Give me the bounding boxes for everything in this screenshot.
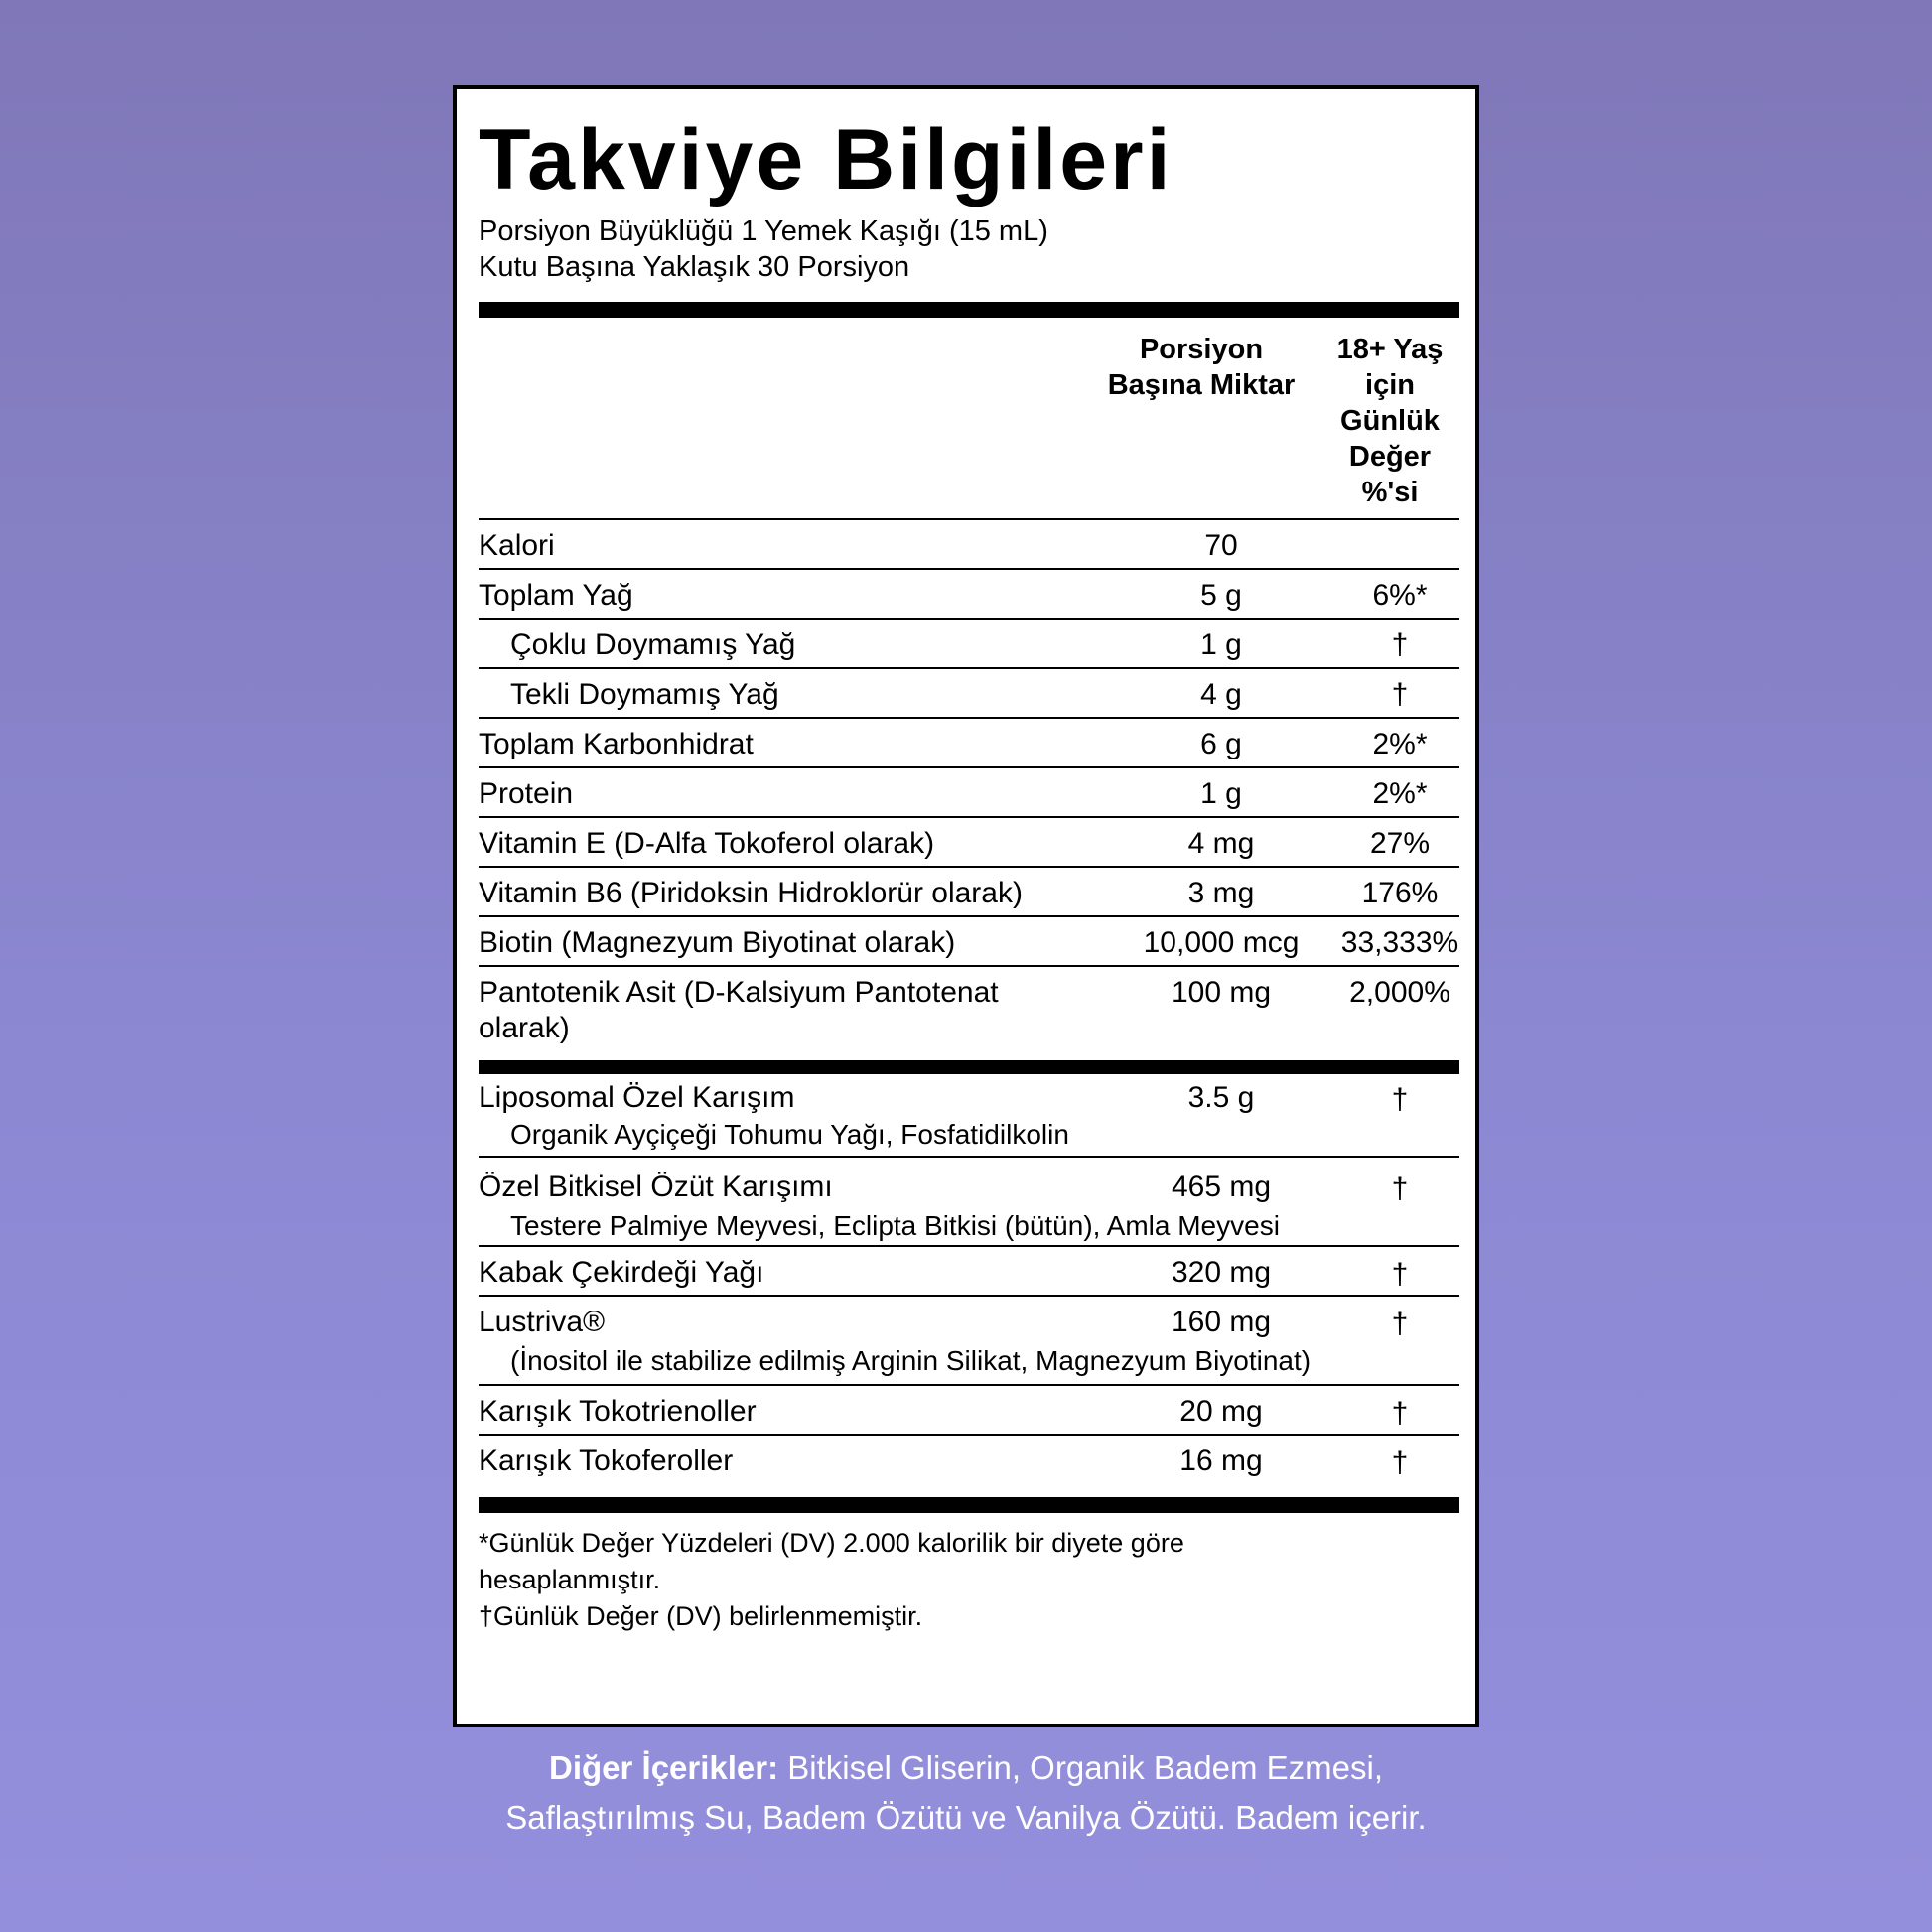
blend-row [479, 1295, 1459, 1384]
other-ingredients-line1: Bitkisel Gliserin, Organik Badem Ezmesi, [778, 1749, 1383, 1786]
nutrient-dv: † [1391, 628, 1409, 661]
nutrient-row [479, 618, 1459, 667]
nutrient-dv: 2,000% [1349, 976, 1450, 1009]
blend-dv: † [1391, 1447, 1409, 1479]
nutrient-row [479, 518, 1459, 568]
nutrient-row [479, 568, 1459, 618]
nutrient-row [479, 915, 1459, 965]
nutrient-dv: 2%* [1372, 777, 1428, 810]
nutrient-amount: 5 g [1200, 579, 1242, 612]
nutrient-amount: 6 g [1200, 728, 1242, 760]
nutrient-row [479, 766, 1459, 816]
nutrient-row [479, 866, 1459, 915]
nutrient-name: Biotin (Magnezyum Biyotinat olarak) [479, 926, 956, 959]
blend-row [479, 1074, 1459, 1156]
nutrient-amount: 1 g [1200, 777, 1242, 810]
nutrient-row [479, 717, 1459, 766]
nutrient-dv: 33,333% [1340, 926, 1459, 959]
nutrient-name: Pantotenik Asit (D-Kalsiyum Pantotenat olarak) [479, 976, 999, 1044]
column-header-amount: Porsiyon Başına Miktar [1107, 334, 1296, 401]
nutrient-name: Protein [479, 777, 574, 810]
nutrient-row [479, 667, 1459, 717]
blend-dv: † [1391, 1308, 1409, 1340]
footnote-dagger: †Günlük Değer (DV) belirlenmemiştir. [479, 1601, 923, 1631]
blend-amount: 160 mg [1171, 1306, 1272, 1338]
blend-name: Kabak Çekirdeği Yağı [479, 1256, 764, 1289]
nutrient-row [479, 965, 1459, 1060]
nutrient-name: Vitamin B6 (Piridoksin Hidroklorür olarak) [479, 877, 1023, 909]
nutrient-dv: † [1391, 678, 1409, 711]
thick-divider [479, 1060, 1459, 1074]
nutrient-dv: 176% [1361, 877, 1439, 909]
blend-ingredients: Organik Ayçiçeği Tohumu Yağı, Fosfatidilkolin [510, 1119, 1069, 1150]
other-ingredients [0, 1743, 1932, 1843]
nutrient-amount: 4 mg [1187, 827, 1255, 860]
blend-amount: 3.5 g [1187, 1081, 1255, 1114]
nutrient-amount: 70 [1204, 529, 1238, 562]
nutrient-row [479, 816, 1459, 866]
blend-dv: † [1391, 1258, 1409, 1291]
thick-divider [479, 1497, 1459, 1513]
blend-amount: 465 mg [1171, 1171, 1272, 1203]
nutrient-amount: 1 g [1200, 628, 1242, 661]
supplement-facts-panel [453, 85, 1479, 1727]
blend-ingredients: Testere Palmiye Meyvesi, Eclipta Bitkisi (bütün), Amla Meyvesi [510, 1210, 1280, 1241]
blend-amount: 20 mg [1179, 1395, 1263, 1428]
nutrient-amount: 10,000 mcg [1143, 926, 1300, 959]
label-title: Takviye Bilgileri [479, 112, 1173, 207]
blend-row [479, 1384, 1459, 1434]
column-header-daily-value: 18+ Yaş için Günlük Değer %'si [1336, 334, 1444, 508]
other-ingredients-label: Diğer İçerikler: [549, 1749, 779, 1786]
nutrient-amount: 4 g [1200, 678, 1242, 711]
nutrient-name: Kalori [479, 529, 555, 562]
blend-amount: 16 mg [1179, 1445, 1263, 1477]
serving-size: Porsiyon Büyüklüğü 1 Yemek Kaşığı (15 mL) [479, 215, 1048, 247]
blend-name: Özel Bitkisel Özüt Karışımı [479, 1171, 833, 1203]
nutrient-name: Çoklu Doymamış Yağ [510, 628, 796, 661]
nutrient-name: Toplam Karbonhidrat [479, 728, 754, 760]
blend-ingredients: (İnositol ile stabilize edilmiş Arginin Silikat, Magnezyum Biyotinat) [510, 1345, 1311, 1376]
blend-name: Lustriva® [479, 1306, 606, 1338]
thick-divider [479, 302, 1459, 318]
nutrient-dv: 6%* [1372, 579, 1428, 612]
blend-row [479, 1156, 1459, 1245]
blend-row [479, 1434, 1459, 1483]
nutrient-name: Toplam Yağ [479, 579, 633, 612]
footnote-daily-value: *Günlük Değer Yüzdeleri (DV) 2.000 kalorilik bir diyete göre hesaplanmıştır. [479, 1528, 1184, 1594]
blend-name: Liposomal Özel Karışım [479, 1081, 795, 1114]
blend-dv: † [1391, 1083, 1409, 1116]
nutrient-amount: 3 mg [1187, 877, 1255, 909]
nutrient-name: Vitamin E (D-Alfa Tokoferol olarak) [479, 827, 935, 860]
other-ingredients-line2: Saflaştırılmış Su, Badem Özütü ve Vanilya Özütü. Badem içerir. [505, 1799, 1427, 1836]
nutrient-dv: 27% [1369, 827, 1431, 860]
nutrient-amount: 100 mg [1171, 976, 1272, 1009]
servings-per-container: Kutu Başına Yaklaşık 30 Porsiyon [479, 251, 910, 283]
blend-dv: † [1391, 1397, 1409, 1430]
blend-row [479, 1245, 1459, 1295]
nutrient-name: Tekli Doymamış Yağ [510, 678, 779, 711]
blend-name: Karışık Tokotrienoller [479, 1395, 757, 1428]
nutrient-dv: 2%* [1372, 728, 1428, 760]
blend-dv: † [1391, 1173, 1409, 1205]
blend-name: Karışık Tokoferoller [479, 1445, 734, 1477]
blend-amount: 320 mg [1171, 1256, 1272, 1289]
